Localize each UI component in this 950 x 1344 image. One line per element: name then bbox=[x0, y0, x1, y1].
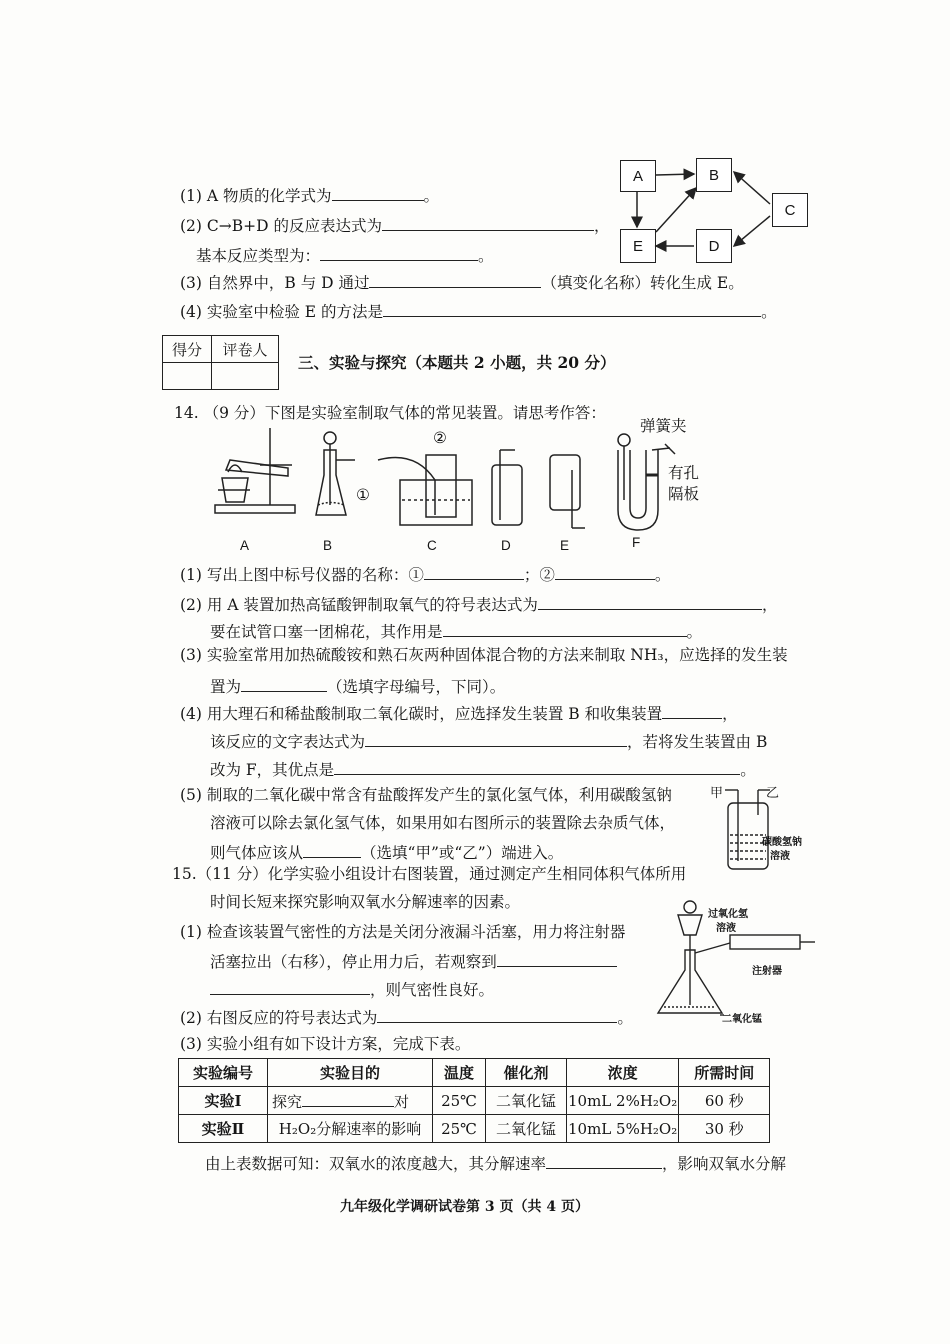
score-table bbox=[162, 335, 279, 390]
label-e: E bbox=[560, 538, 570, 553]
answer-blank[interactable] bbox=[303, 841, 361, 858]
bottle-label-2: 溶液 bbox=[770, 851, 790, 862]
row1-conc: 10mL 2%H₂O₂ bbox=[567, 1087, 679, 1115]
q14-s1-mid: ；② bbox=[523, 566, 555, 584]
apparatus-b bbox=[316, 432, 355, 515]
header-conc: 浓度 bbox=[567, 1059, 679, 1087]
q15-sub2 bbox=[180, 1006, 633, 1028]
q14-s4-text: (4) 用大理石和稀盐酸制取二氧化碳时，应选择发生装置 B 和收集装置 bbox=[180, 705, 663, 723]
table-row bbox=[179, 1115, 770, 1143]
label-a: A bbox=[240, 538, 250, 553]
row2-time: 30 秒 bbox=[679, 1115, 770, 1143]
answer-blank[interactable] bbox=[241, 675, 327, 692]
q14-sub2b bbox=[210, 620, 702, 642]
q14-sub5-line2: 溶液可以除去氯化氢气体，如果用如右图所示的装置除去杂质气体， bbox=[210, 814, 676, 832]
answer-blank[interactable] bbox=[320, 244, 478, 261]
q15-sub1-line1: (1) 检查该装置气密性的方法是关闭分液漏斗活塞，用力将注射器 bbox=[180, 923, 626, 941]
q13-p4-text: (4) 实验室中检验 E 的方法是 bbox=[180, 303, 384, 321]
q13-p3-post: （填变化名称）转化生成 E。 bbox=[541, 274, 744, 292]
answer-blank[interactable] bbox=[443, 620, 687, 637]
answer-blank[interactable] bbox=[424, 563, 524, 580]
q14-sub5-line1: (5) 制取的二氧化碳中常含有盐酸挥发产生的氯化氢气体，利用碳酸氢钠 bbox=[180, 786, 672, 804]
q13-part1 bbox=[180, 184, 439, 206]
row2-catalyst: 二氧化锰 bbox=[486, 1115, 567, 1143]
answer-blank[interactable] bbox=[383, 300, 761, 317]
node-b: B bbox=[696, 158, 732, 192]
q14-s2-end: ， bbox=[761, 596, 778, 614]
q14-s3-post: （选填字母编号，下同）。 bbox=[327, 678, 506, 696]
label-c: C bbox=[427, 538, 437, 553]
answer-blank[interactable] bbox=[497, 950, 617, 967]
q14-s5-text: 则气体应该从 bbox=[210, 844, 304, 862]
jia-label: 甲 bbox=[710, 786, 724, 801]
header-id: 实验编号 bbox=[179, 1059, 268, 1087]
q13-p2b-text: 基本反应类型为： bbox=[196, 247, 321, 265]
q14-s3-text: 置为 bbox=[210, 678, 242, 696]
table-row bbox=[179, 1087, 770, 1115]
q14-sub5-line3 bbox=[210, 841, 563, 863]
q15-s2-end: 。 bbox=[617, 1009, 633, 1027]
label-b: B bbox=[323, 538, 333, 553]
header-temp: 温度 bbox=[433, 1059, 486, 1087]
row1-catalyst: 二氧化锰 bbox=[486, 1087, 567, 1115]
app-label-2: 溶液 bbox=[716, 923, 736, 934]
row2-conc: 10mL 5%H₂O₂ bbox=[567, 1115, 679, 1143]
app-mno2-label: 二氧化锰 bbox=[722, 1014, 762, 1025]
row2-id: 实验Ⅱ bbox=[179, 1115, 268, 1143]
row1-temp: 25℃ bbox=[433, 1087, 486, 1115]
apparatus-f bbox=[618, 434, 675, 530]
q15-sub1-line2 bbox=[210, 950, 617, 972]
table-header-row bbox=[179, 1059, 770, 1087]
node-e: E bbox=[620, 229, 656, 263]
answer-blank[interactable] bbox=[365, 730, 627, 747]
apparatus-d bbox=[492, 450, 522, 525]
q15-s2-text: (2) 右图反应的符号表达式为 bbox=[180, 1009, 378, 1027]
row1-purpose bbox=[268, 1087, 433, 1115]
answer-blank[interactable] bbox=[377, 1006, 617, 1023]
answer-blank[interactable] bbox=[546, 1152, 662, 1169]
q13-part2 bbox=[180, 214, 609, 236]
row2-purpose: H₂O₂分解速率的影响 bbox=[268, 1115, 433, 1143]
row1-time: 60 秒 bbox=[679, 1087, 770, 1115]
q14-sub3-line1: (3) 实验室常用加热硫酸铵和熟石灰两种固体混合物的方法来制取 NH₃，应选择的发生装 bbox=[180, 646, 788, 664]
apparatus-a bbox=[215, 428, 295, 513]
row1-purpose-pre: 探究 bbox=[272, 1092, 303, 1111]
bottle-label-1: 碳酸氢钠 bbox=[762, 837, 802, 848]
q15-conclusion-text: 由上表数据可知：双氧水的浓度越大，其分解速率 bbox=[205, 1155, 547, 1173]
q13-p1-end: 。 bbox=[423, 187, 440, 205]
q14-s1-text: (1) 写出上图中标号仪器的名称：① bbox=[180, 566, 424, 584]
q14-sub3-line2 bbox=[210, 675, 505, 697]
q14-s4c-text: 改为 F，其优点是 bbox=[210, 761, 335, 779]
answer-blank[interactable] bbox=[538, 593, 762, 610]
q13-p1-text: (1) A 物质的化学式为 bbox=[180, 187, 332, 205]
node-d: D bbox=[696, 229, 732, 263]
q14-sub4 bbox=[180, 702, 738, 724]
row1-id: 实验Ⅰ bbox=[179, 1087, 268, 1115]
q14-s5-post: （选填“甲”或“乙”）端进入。 bbox=[361, 844, 564, 862]
q14-s4-end: ， bbox=[722, 705, 738, 723]
header-catalyst: 催化剂 bbox=[486, 1059, 567, 1087]
q15-conclusion-post: ，影响双氧水分解 bbox=[662, 1155, 787, 1173]
q15-intro-2: 时间长短来探究影响双氧水分解速率的因素。 bbox=[210, 893, 521, 911]
mark-2: ② bbox=[433, 429, 447, 447]
q14-s1-end: 。 bbox=[654, 566, 671, 584]
apparatus-figure bbox=[200, 420, 720, 545]
node-a: A bbox=[620, 160, 656, 192]
q13-p3-text: (3) 自然界中，B 与 D 通过 bbox=[180, 274, 370, 292]
q15-s1-post: ，则气密性良好。 bbox=[370, 981, 495, 999]
q13-p4-end: 。 bbox=[761, 303, 777, 321]
q14-s2-text: (2) 用 A 装置加热高锰酸钾制取氧气的符号表达式为 bbox=[180, 596, 538, 614]
answer-blank[interactable] bbox=[210, 978, 370, 995]
yi-label: 乙 bbox=[766, 786, 780, 801]
q13-part2b bbox=[196, 244, 494, 266]
experiment-table bbox=[178, 1058, 770, 1143]
grader-cell[interactable] bbox=[212, 363, 279, 390]
q14-s2b-text: 要在试管口塞一团棉花，其作用是 bbox=[210, 623, 443, 641]
q15-sub1-line3 bbox=[210, 978, 494, 1000]
node-c: C bbox=[772, 193, 808, 227]
spring-clip-label: 弹簧夹 bbox=[640, 417, 687, 435]
score-label: 得分 bbox=[163, 336, 212, 363]
q14-s4c-end: 。 bbox=[740, 761, 756, 779]
section-title: 三、实验与探究（本题共 2 小题，共 20 分） bbox=[298, 353, 616, 372]
app-label-1: 过氧化氢 bbox=[708, 909, 748, 920]
q13-p2-end: ， bbox=[593, 217, 610, 235]
q14-sub2 bbox=[180, 593, 777, 615]
answer-blank[interactable] bbox=[369, 271, 541, 288]
q14-s2b-end: 。 bbox=[686, 623, 703, 641]
header-purpose: 实验目的 bbox=[268, 1059, 433, 1087]
score-cell[interactable] bbox=[163, 363, 212, 390]
q15-s1-text: 活塞拉出（右移），停止用力后，若观察到 bbox=[210, 953, 497, 971]
q15-conclusion bbox=[205, 1152, 786, 1174]
porous-label-2: 隔板 bbox=[668, 485, 700, 503]
q14-intro: 14. （9 分）下图是实验室制取气体的常见装置。请思考作答： bbox=[174, 404, 606, 422]
app-syringe-label: 注射器 bbox=[752, 966, 782, 977]
q13-part3 bbox=[180, 271, 744, 293]
mark-1: ① bbox=[356, 486, 370, 504]
q14-s4b-post: ，若将发生装置由 B bbox=[627, 733, 768, 751]
apparatus-e bbox=[550, 455, 585, 528]
q14-sub4b bbox=[210, 730, 767, 752]
row1-purpose-post: 对 bbox=[394, 1092, 410, 1111]
answer-blank[interactable] bbox=[662, 702, 722, 719]
header-time: 所需时间 bbox=[679, 1059, 770, 1087]
q14-sub1 bbox=[180, 563, 670, 585]
flow-arrows bbox=[600, 150, 820, 270]
answer-blank[interactable] bbox=[332, 184, 424, 201]
q14-sub4c bbox=[210, 758, 756, 780]
page-footer: 九年级化学调研试卷第 3 页（共 4 页） bbox=[340, 1199, 589, 1215]
label-f: F bbox=[632, 535, 641, 550]
row2-temp: 25℃ bbox=[433, 1115, 486, 1143]
answer-blank[interactable] bbox=[382, 214, 594, 231]
answer-blank[interactable] bbox=[334, 758, 740, 775]
label-d: D bbox=[501, 538, 511, 553]
q14-s4b-text: 该反应的文字表达式为 bbox=[210, 733, 366, 751]
grader-label: 评卷人 bbox=[212, 336, 279, 363]
q13-p2-text: (2) C→B+D 的反应表达式为 bbox=[180, 217, 382, 235]
porous-label-1: 有孔 bbox=[668, 464, 700, 482]
q15-intro-1: 15.（11 分）化学实验小组设计右图装置，通过测定产生相同体积气体所用 bbox=[172, 865, 687, 883]
answer-blank[interactable] bbox=[302, 1090, 394, 1107]
q13-p2b-end: 。 bbox=[478, 247, 494, 265]
apparatus-c bbox=[378, 455, 472, 525]
answer-blank[interactable] bbox=[555, 563, 655, 580]
q15-sub3: (3) 实验小组有如下设计方案，完成下表。 bbox=[180, 1035, 471, 1053]
q13-part4 bbox=[180, 300, 777, 322]
